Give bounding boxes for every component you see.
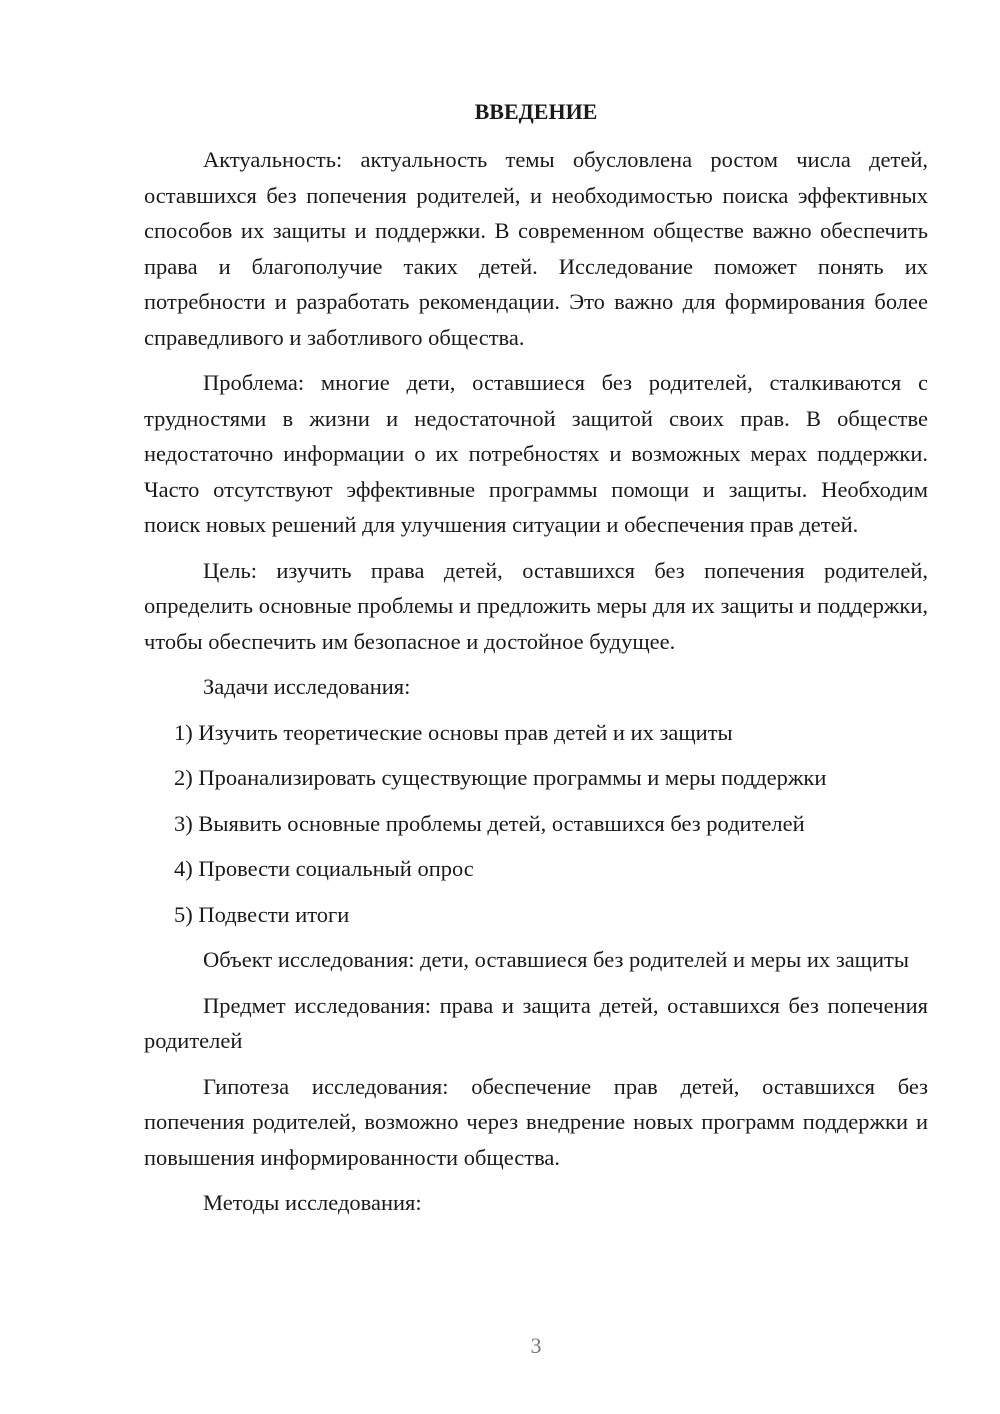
task-item-5: 5) Подвести итоги — [174, 901, 350, 927]
task-item-2: 2) Проанализировать существующие программы и меры поддержки — [174, 765, 827, 790]
page-number: 3 — [530, 1333, 542, 1358]
tasks-list — [144, 715, 928, 933]
relevance-paragraph: Актуальность: актуальность темы обусловлена ростом числа детей, оставшихся без попечения родителей, и необходимостью поиска эффективных способов их защиты и поддержки. В современном обществе важно обеспечить права и благополучие таких детей. Исследование поможет понять их потребности и разработать рекомендации. Это важно для формирования более справедливого и заботливого общества. — [144, 147, 928, 350]
problem-paragraph: Проблема: многие дети, оставшиеся без родителей, сталкиваются с трудностями в жизни и недостаточной защитой своих прав. В обществе недостаточно информации о их потребностях и возможных мерах поддержки. Часто отсутствуют эффективные программы помощи и защиты. Необходим поиск новых решений для улучшения ситуации и обеспечения прав детей. — [144, 370, 928, 537]
hypothesis-paragraph: Гипотеза исследования: обеспечение прав детей, оставшихся без попечения родителей, возможно через внедрение новых программ поддержки и повышения информированности общества. — [144, 1073, 928, 1170]
task-item-3: 3) Выявить основные проблемы детей, оставшихся без родителей — [174, 810, 805, 836]
object-paragraph: Объект исследования: дети, оставшиеся без родителей и меры их защиты — [203, 947, 910, 972]
section-title: ВВЕДЕНИЕ — [474, 99, 598, 124]
subject-paragraph: Предмет исследования: права и защита детей, оставшихся без попечения родителей — [144, 992, 928, 1053]
task-item-4: 4) Провести социальный опрос — [174, 856, 474, 881]
goal-paragraph: Цель: изучить права детей, оставшихся без попечения родителей, определить основные проблемы и предложить меры для их защиты и поддержки, чтобы обеспечить им безопасное и достойное будущее. — [144, 557, 928, 654]
page-content — [144, 94, 928, 1231]
methods-heading: Методы исследования: — [203, 1190, 422, 1215]
task-item-1: 1) Изучить теоретические основы прав детей и их защиты — [174, 719, 733, 745]
tasks-heading: Задачи исследования: — [203, 674, 411, 699]
